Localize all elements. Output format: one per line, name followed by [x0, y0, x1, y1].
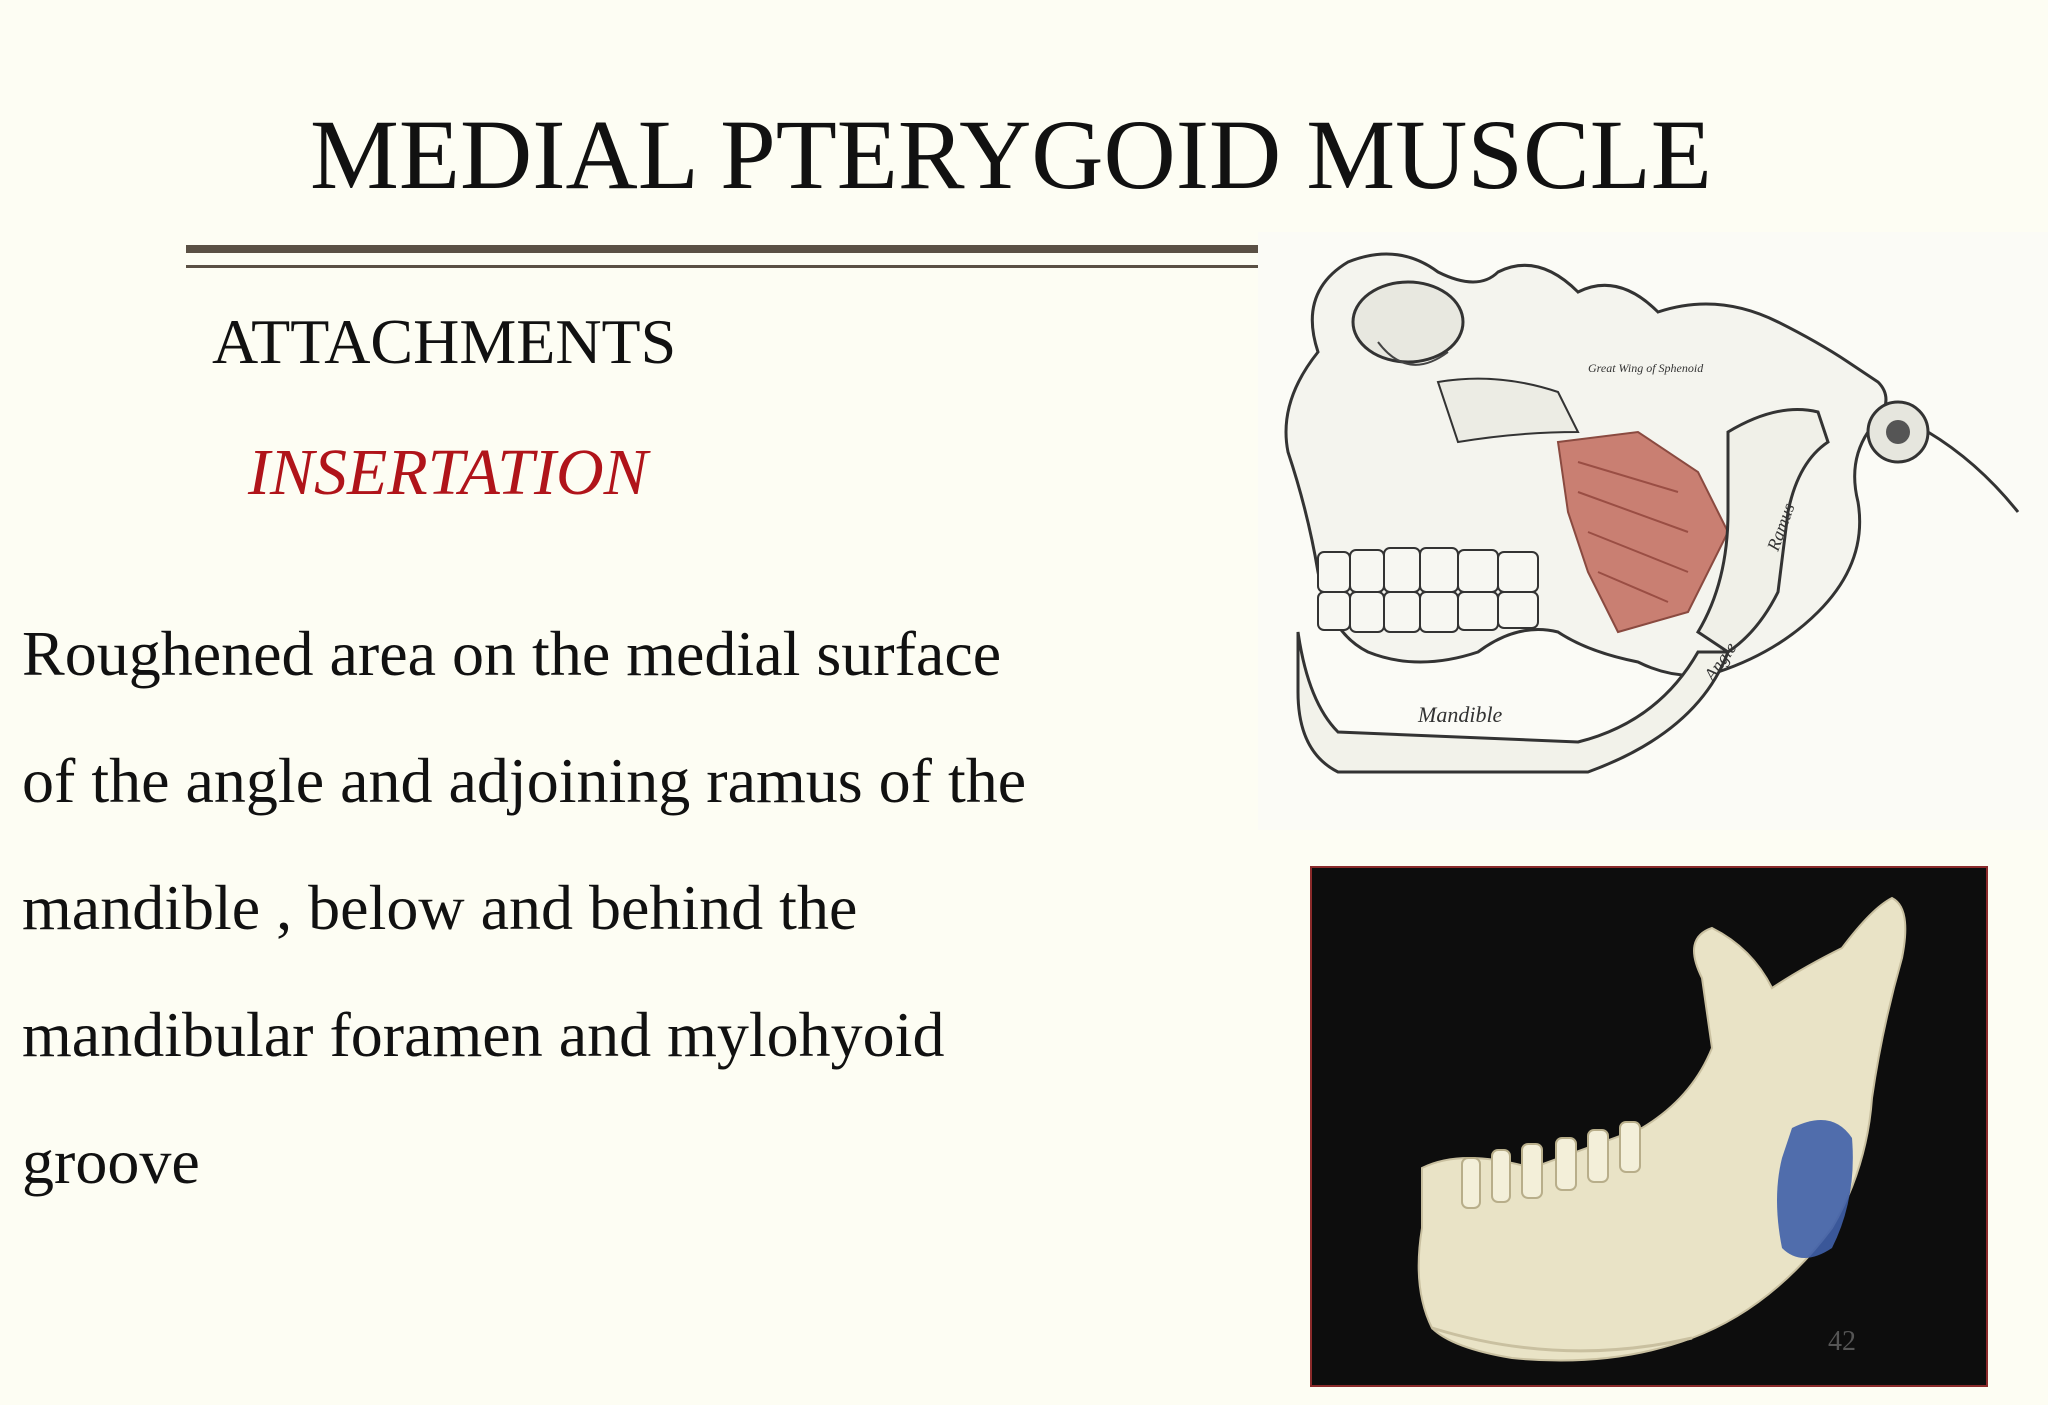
- body-line: of the angle and adjoining ramus of the: [22, 745, 1027, 816]
- title-divider-thin: [186, 265, 1258, 268]
- body-line: groove: [22, 1126, 200, 1197]
- slide-number: 42: [1828, 1326, 1856, 1357]
- label-sphenoid: Great Wing of Sphenoid: [1588, 361, 1704, 375]
- section-heading: ATTACHMENTS: [212, 306, 677, 377]
- label-mandible: Mandible: [1418, 702, 1503, 727]
- slide-title: MEDIAL PTERYGOID MUSCLE: [310, 99, 1712, 210]
- label-angle: Angle: [1699, 638, 1741, 685]
- body-line: Roughened area on the medial surface: [22, 618, 1002, 689]
- skull-illustration: [1258, 232, 2048, 830]
- mandible-photo: [1310, 866, 1988, 1387]
- sub-heading: INSERTATION: [248, 436, 648, 509]
- body-line: mandible , below and behind the: [22, 872, 858, 943]
- title-divider-thick: [186, 245, 1258, 253]
- body-line: mandibular foramen and mylohyoid: [22, 999, 945, 1070]
- label-ramus: Ramus: [1762, 500, 1799, 554]
- body-text: [22, 590, 1172, 1225]
